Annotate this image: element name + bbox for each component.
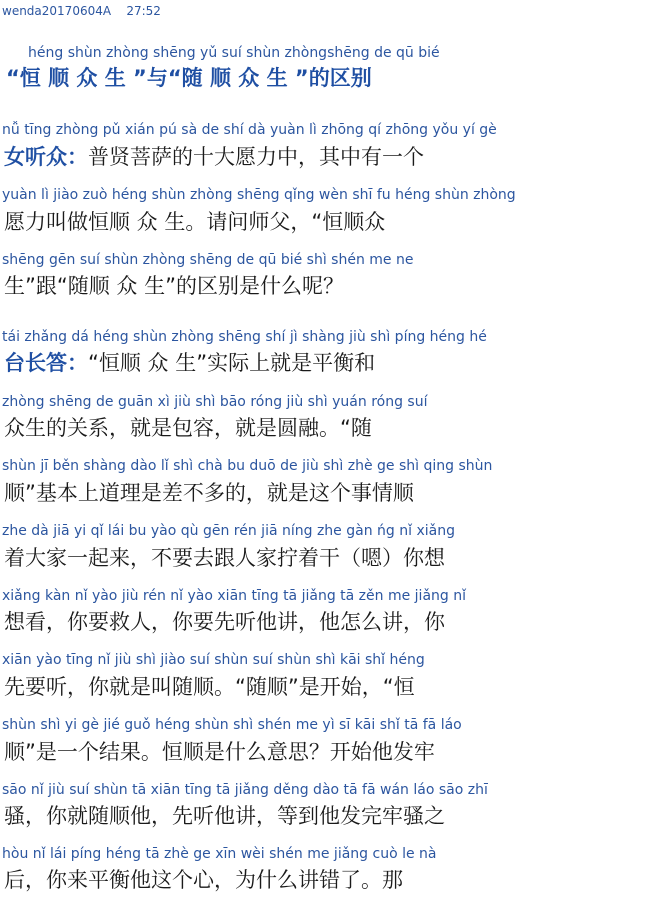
line-text: 骚，你就随顺他，先听他讲，等到他发完牢骚之: [4, 804, 445, 828]
line-text: 着大家一起来，不要去跟人家拧着干（嗯）你想: [4, 546, 445, 570]
hanzi-line: [4, 544, 654, 572]
timestamp: 27:52: [126, 4, 161, 18]
line-text: 后，你来平衡他这个心，为什么讲错了。那: [4, 868, 403, 892]
line-text: 普贤菩萨的十大愿力中，其中有一个: [88, 145, 424, 169]
meta-line: [2, 4, 161, 18]
hanzi-line: [4, 608, 654, 636]
hanzi-line: [4, 802, 654, 830]
line-text: 愿力叫做恒顺 众 生。请问师父，“恒顺众: [4, 210, 386, 234]
hanzi-line: [4, 738, 654, 766]
pinyin-line: hòu nǐ lái píng héng tā zhè ge xīn wèi shén me jiǎng cuò le nà: [2, 846, 437, 862]
pinyin-line: shēng gēn suí shùn zhòng shēng de qū bié shì shén me ne: [2, 252, 414, 268]
pinyin-line: zhòng shēng de guān xì jiù shì bāo róng jiù shì yuán róng suí: [2, 394, 428, 410]
pinyin-line: xiān yào tīng nǐ jiù shì jiào suí shùn suí shùn shì kāi shǐ héng: [2, 652, 425, 668]
title-hanzi: “恒 顺 众 生 ”与“随 顺 众 生 ”的区别: [6, 66, 372, 90]
hanzi-line: [4, 673, 654, 701]
speaker-label: 女听众：: [4, 145, 88, 169]
title-pinyin: héng shùn zhòng shēng yǔ suí shùn zhòngshēng de qū bié: [28, 45, 440, 61]
hanzi-line: [4, 143, 654, 171]
pinyin-line: tái zhǎng dá héng shùn zhòng shēng shí jì shàng jiù shì píng héng hé: [2, 329, 487, 345]
hanzi-line: [4, 208, 654, 236]
line-text: 顺”基本上道理是差不多的，就是这个事情顺: [4, 481, 414, 505]
line-text: 先要听，你就是叫随顺。“随顺”是开始，“恒: [4, 675, 415, 699]
pinyin-line: xiǎng kàn nǐ yào jiù rén nǐ yào xiān tīng tā jiǎng tā zěn me jiǎng nǐ: [2, 588, 466, 604]
hanzi-line: [4, 866, 654, 894]
line-text: 顺”是一个结果。恒顺是什么意思？开始他发牢: [4, 740, 435, 764]
pinyin-line: nǚ tīng zhòng pǔ xián pú sà de shí dà yuàn lì zhōng qí zhōng yǒu yí gè: [2, 122, 497, 138]
line-text: “恒顺 众 生”实际上就是平衡和: [88, 351, 376, 375]
speaker-label: 台长答：: [4, 351, 88, 375]
pinyin-line: zhe dà jiā yi qǐ lái bu yào qù gēn rén jiā níng zhe gàn ńg nǐ xiǎng: [2, 523, 455, 539]
source-id: wenda20170604A: [2, 4, 112, 18]
line-text: 众生的关系，就是包容，就是圆融。“随: [4, 416, 372, 440]
pinyin-line: sāo nǐ jiù suí shùn tā xiān tīng tā jiǎng děng dào tā fā wán láo sāo zhī: [2, 782, 488, 798]
hanzi-line: [4, 414, 654, 442]
line-text: 想看，你要救人，你要先听他讲，他怎么讲，你: [4, 610, 445, 634]
hanzi-line: [4, 272, 654, 300]
hanzi-line: [4, 479, 654, 507]
pinyin-line: yuàn lì jiào zuò héng shùn zhòng shēng qǐng wèn shī fu héng shùn zhòng: [2, 187, 516, 203]
pinyin-line: shùn jī běn shàng dào lǐ shì chà bu duō de jiù shì zhè ge shì qing shùn: [2, 458, 493, 474]
hanzi-line: [4, 349, 654, 377]
pinyin-line: shùn shì yi gè jié guǒ héng shùn shì shén me yì sī kāi shǐ tā fā láo: [2, 717, 462, 733]
line-text: 生”跟“随顺 众 生”的区别是什么呢？: [4, 274, 344, 298]
